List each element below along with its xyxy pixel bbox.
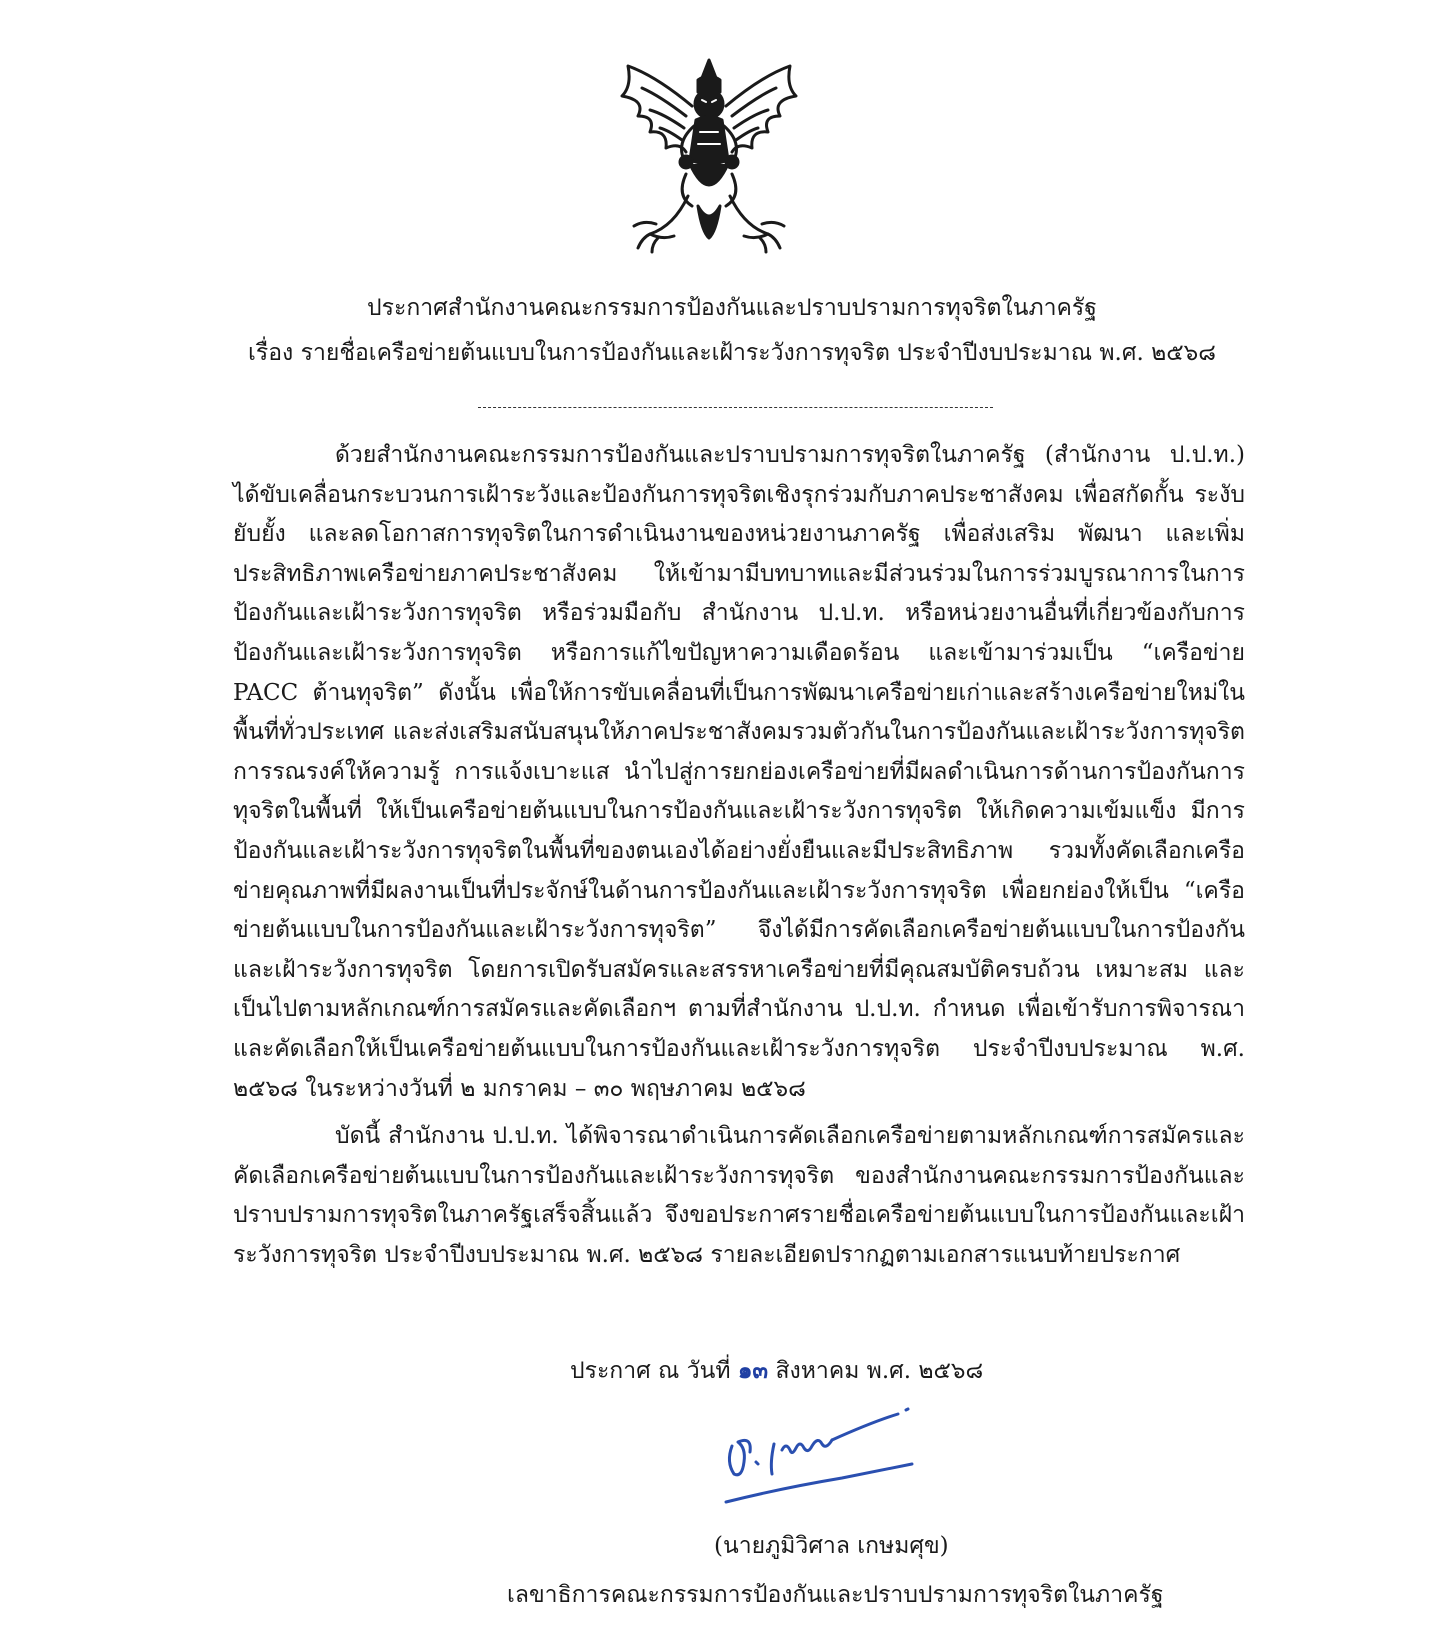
signer-name: (นายภูมิวิศาล เกษมศุข) <box>714 1533 949 1559</box>
body-paragraph-1: ด้วยสำนักงานคณะกรรมการป้องกันและปราบปรามการทุจริตในภาครัฐ (สำนักงาน ป.ป.ท.) ได้ขับเคลื่อนกระบวนการเฝ้าระวังและป้องกันการทุจริตเชิงรุกร่วมกับภาคประชาสังคม เพื่อสกัดกั้น ระงับยับยั้ง และลดโอกาสการทุจริตในการดำเนินงานของหน่วยงานภาครัฐ เพื่อส่งเสริม พัฒนา และเพิ่มประสิทธิภาพเครือข่ายภาคประชาสังคม ให้เข้ามามีบทบาทและมีส่วนร่วมในการร่วมบูรณาการในการป้องกันและเฝ้าระวังการทุจริต หรือร่วมมือกับ สำนักงาน ป.ป.ท. หรือหน่วยงานอื่นที่เกี่ยวข้องกับการป้องกันและเฝ้าระวังการทุจริต หรือการแก้ไขปัญหาความเดือดร้อน และเข้ามาร่วมเป็น “เครือข่าย PACC ต้านทุจริต” ดังนั้น เพื่อให้การขับเคลื่อนที่เป็นการพัฒนาเครือข่ายเก่าและสร้างเครือข่ายใหม่ในพื้นที่ทั่วประเทศ และส่งเสริมสนับสนุนให้ภาคประชาสังคมรวมตัวกันในการป้องกันและเฝ้าระวังการทุจริต การรณรงค์ให้ความรู้ การแจ้งเบาะแส นำไปสู่การยกย่องเครือข่ายที่มีผลดำเนินการด้านการป้องกันการทุจริตในพื้นที่ ให้เป็นเครือข่ายต้นแบบในการป้องกันและเฝ้าระวังการทุจริต ให้เกิดความเข้มแข็ง มีการป้องกันและเฝ้าระวังการทุจริตในพื้นที่ของตนเองได้อย่างยั่งยืนและมีประสิทธิภาพ รวมทั้งคัดเลือกเครือข่ายคุณภาพที่มีผลงานเป็นที่ประจักษ์ในด้านการป้องกันและเฝ้าระวังการทุจริต เพื่อยกย่องให้เป็น “เครือข่ายต้นแบบในการป้องกันและเฝ้าระวังการทุจริต” จึงได้มีการคัดเลือกเครือข่ายต้นแบบในการป้องกันและเฝ้าระวังการทุจริต โดยการเปิดรับสมัครและสรรหาเครือข่ายที่มีคุณสมบัติครบถ้วน เหมาะสม และเป็นไปตามหลักเกณฑ์การสมัครและคัดเลือกฯ ตามที่สำนักงาน ป.ป.ท. กำหนด เพื่อเข้ารับการพิจารณาและคัดเลือกให้เป็นเครือข่ายต้นแบบในการป้องกันและเฝ้าระวังการทุจริต ประจำปีงบประมาณ พ.ศ. ๒๕๖๘ ในระหว่างวันที่ ๒ มกราคม – ๓๐ พฤษภาคม ๒๕๖๘ <box>233 442 1245 1102</box>
title-line-subject: เรื่อง รายชื่อเครือข่ายต้นแบบในการป้องกันและเฝ้าระวังการทุจริต ประจำปีงบประมาณ พ.ศ. ๒๕๖๘ <box>248 340 1216 366</box>
date-prefix: ประกาศ ณ วันที่ <box>570 1358 731 1384</box>
document-body <box>233 436 1245 1275</box>
title-line-agency: ประกาศสำนักงานคณะกรรมการป้องกันและปราบปรามการทุจริตในภาครัฐ <box>367 295 1097 321</box>
date-month-year: สิงหาคม พ.ศ. ๒๕๖๘ <box>775 1358 984 1384</box>
title-divider <box>478 407 993 408</box>
announcement-date <box>570 1353 983 1389</box>
signature-stroke <box>726 1409 912 1502</box>
body-paragraph-2: บัดนี้ สำนักงาน ป.ป.ท. ได้พิจารณาดำเนินการคัดเลือกเครือข่ายตามหลักเกณฑ์การสมัครและคัดเลือกเครือข่ายต้นแบบในการป้องกันและเฝ้าระวังการทุจริต ของสำนักงานคณะกรรมการป้องกันและปราบปรามการทุจริตในภาครัฐเสร็จสิ้นแล้ว จึงขอประกาศรายชื่อเครือข่ายต้นแบบในการป้องกันและเฝ้าระวังการทุจริต ประจำปีงบประมาณ พ.ศ. ๒๕๖๘ รายละเอียดปรากฏตามเอกสารแนบท้ายประกาศ <box>233 1123 1245 1268</box>
signer-position: เลขาธิการคณะกรรมการป้องกันและปราบปรามการทุจริตในภาครัฐ <box>507 1582 1164 1608</box>
handwritten-signature <box>722 1392 944 1510</box>
date-day: ๑๓ <box>737 1357 769 1384</box>
document-title <box>232 286 1232 376</box>
garuda-emblem-icon <box>616 56 802 256</box>
